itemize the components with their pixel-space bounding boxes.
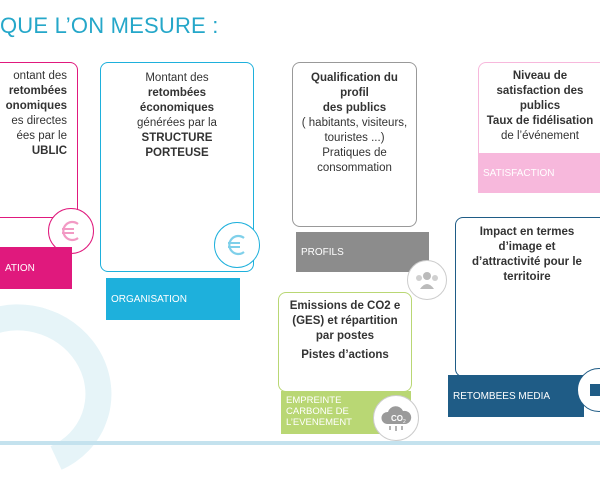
- card-line: onomiques: [5, 99, 67, 112]
- card-line: PORTEUSE: [145, 146, 209, 159]
- card-line: Niveau de: [512, 70, 568, 82]
- card-line: territoire: [503, 270, 551, 283]
- card-line: es directes: [11, 114, 67, 127]
- decorative-bottom-line: [0, 441, 600, 445]
- card-carbon-footprint: [278, 292, 412, 392]
- card-line: (GES) et répartition: [292, 314, 398, 327]
- tag-organisation-public: ATION: [0, 247, 72, 289]
- card-line: touristes ...): [324, 131, 385, 144]
- card-line: retombées: [147, 86, 207, 99]
- tag-profils: PROFILS: [296, 232, 429, 272]
- card-line: Qualification du profil: [311, 72, 398, 99]
- card-public-economic: [0, 62, 78, 218]
- tag-line: CARBONE DE: [286, 406, 349, 418]
- card-line: UBLIC: [31, 144, 67, 157]
- card-line: ontant des: [13, 70, 67, 82]
- card-line: par postes: [315, 329, 375, 342]
- co2-cloud-icon: [373, 395, 419, 441]
- tag-satisfaction: SATISFACTION: [478, 153, 600, 193]
- card-line: Montant des: [145, 72, 209, 84]
- tag-line: L’EVENEMENT: [286, 416, 352, 428]
- card-line: économiques: [139, 101, 215, 114]
- co2-text: CO: [391, 414, 403, 423]
- card-profils: [292, 62, 417, 227]
- page-title: QUE L’ON MESURE :: [0, 13, 219, 38]
- card-line: ées par le: [16, 129, 67, 142]
- euro-icon: [214, 222, 260, 268]
- people-icon: [407, 260, 447, 300]
- tag-line: EMPREINTE: [286, 395, 342, 407]
- card-line: consommation: [317, 161, 392, 174]
- co2-subscript: 2: [403, 419, 406, 425]
- tag-organisation: ORGANISATION: [106, 278, 240, 320]
- card-line: d’attractivité pour le: [472, 255, 582, 268]
- card-line: publics: [519, 99, 561, 112]
- card-line: Pistes d’actions: [301, 348, 389, 361]
- card-line: de l’événement: [501, 129, 579, 142]
- card-media: [455, 217, 600, 377]
- card-line: d’image et: [498, 240, 556, 253]
- card-line: ( habitants, visiteurs,: [301, 116, 408, 129]
- card-line: Emissions de CO2 e: [289, 300, 401, 312]
- card-line: Pratiques de: [322, 146, 387, 159]
- card-line: satisfaction des: [496, 84, 584, 97]
- card-line: STRUCTURE: [141, 131, 213, 144]
- card-line: Impact en termes: [479, 226, 575, 238]
- card-line: retombées: [8, 84, 67, 97]
- card-line: générées par la: [137, 116, 217, 129]
- card-line: Taux de fidélisation: [486, 114, 594, 127]
- tag-media: RETOMBEES MEDIA: [448, 375, 584, 417]
- card-line: des publics: [322, 101, 387, 114]
